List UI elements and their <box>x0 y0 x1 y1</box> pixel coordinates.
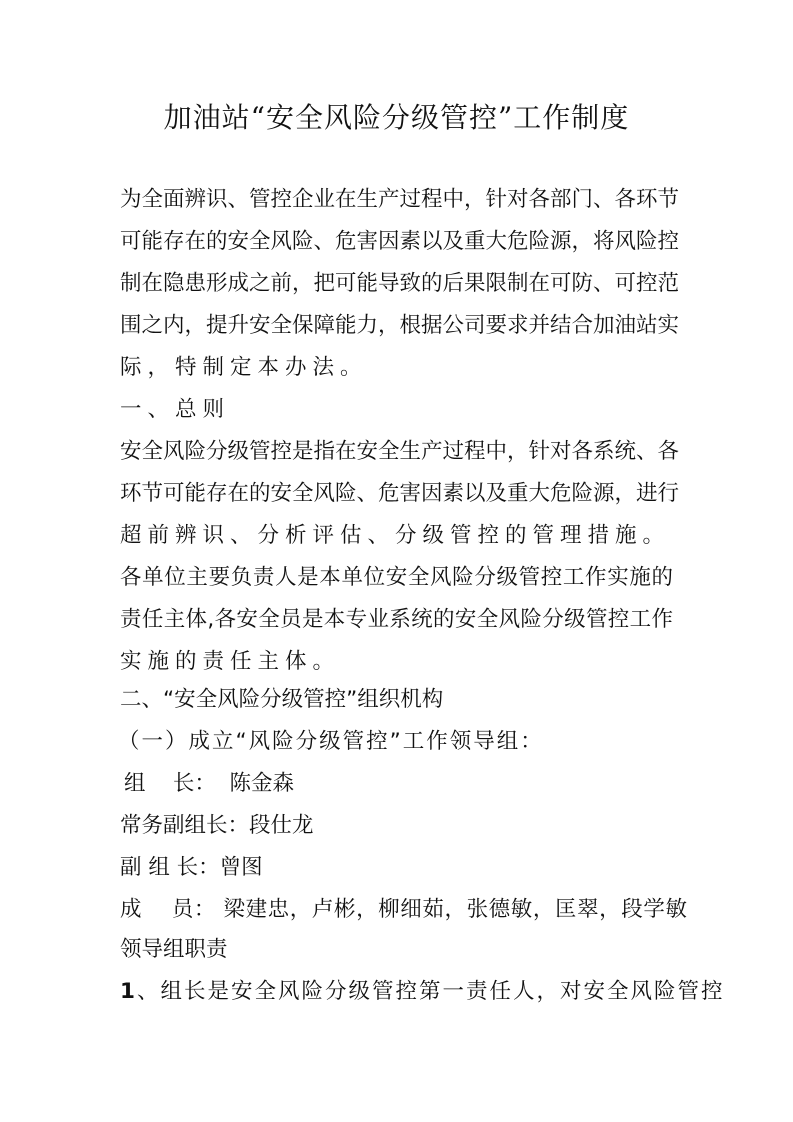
section1-para2-line-1: 各单位主要负责人是本单位安全风险分级管控工作实施的 <box>120 565 673 590</box>
section1-heading: 一、总则 <box>120 397 231 422</box>
section1-para2-line-2: 责任主体,各安全员是本专业系统的安全风险分级管控工作 <box>120 607 673 632</box>
intro-line-4: 围之内，提升安全保障能力，根据公司要求并结合加油站实 <box>120 313 680 338</box>
leader-line: 组 长： 陈金森 <box>124 771 295 796</box>
duty-1-text: 、组长是安全风险分级管控第一责任人，对安全风险管控 <box>136 979 725 1004</box>
intro-line-2: 可能存在的安全风险、危害因素以及重大危险源，将风险控 <box>120 229 680 254</box>
section2-heading: 二、“安全风险分级管控”组织机构 <box>120 687 444 712</box>
members-line: 成 员： 梁建忠，卢彬，柳细茹，张德敏，匡翠，段学敏 <box>120 897 688 922</box>
section1-para1-line-2: 环节可能存在的安全风险、危害因素以及重大危险源，进行 <box>120 481 680 506</box>
document-title: 加油站“安全风险分级管控”工作制度 <box>163 101 630 134</box>
executive-deputy-line: 常务副组长：段仕龙 <box>120 813 314 838</box>
duty-1-number: 1 <box>120 979 137 1004</box>
duties-heading: 领导组职责 <box>120 937 228 962</box>
section2-subheading: （一）成立“风险分级管控”工作领导组： <box>118 729 544 754</box>
duty-1-line <box>120 976 724 1008</box>
section1-para1-line-3: 超前辨识、分析评估、分级管控的管理措施。 <box>120 523 671 548</box>
intro-line-3: 制在隐患形成之前，把可能导致的后果限制在可防、可控范 <box>120 271 680 296</box>
section1-para1-line-1: 安全风险分级管控是指在安全生产过程中，针对各系统、各 <box>120 439 680 464</box>
deputy-line: 副 组 长：曾图 <box>120 855 263 880</box>
section1-para2-line-3: 实施的责任主体。 <box>120 649 341 674</box>
intro-line-5: 际，特制定本办法。 <box>120 355 368 380</box>
intro-line-1: 为全面辨识、管控企业在生产过程中，针对各部门、各环节 <box>120 187 680 212</box>
